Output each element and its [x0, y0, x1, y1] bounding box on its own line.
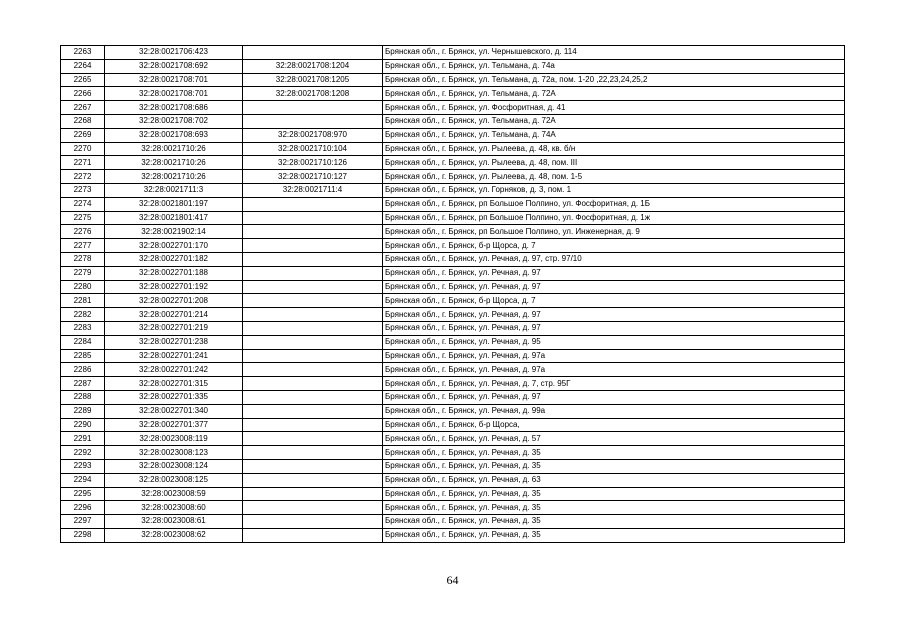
table-row	[61, 211, 845, 225]
cadastral-number-cell: 32:28:0021710:26	[105, 170, 243, 184]
address-cell: Брянская обл., г. Брянск, ул. Горняков, д. 3, пом. 1	[383, 183, 845, 197]
row-number-cell: 2291	[61, 432, 105, 446]
row-number-cell: 2269	[61, 128, 105, 142]
cadastral-number-cell: 32:28:0022701:192	[105, 280, 243, 294]
premises-cadastral-number-cell	[243, 349, 383, 363]
table-row	[61, 459, 845, 473]
cadastral-number-cell: 32:28:0022701:241	[105, 349, 243, 363]
row-number-cell: 2293	[61, 459, 105, 473]
row-number-cell: 2296	[61, 501, 105, 515]
address-cell: Брянская обл., г. Брянск, ул. Чернышевского, д. 114	[383, 46, 845, 60]
premises-cadastral-number-cell	[243, 280, 383, 294]
row-number-cell: 2273	[61, 183, 105, 197]
cadastral-number-cell: 32:28:0023008:124	[105, 459, 243, 473]
premises-cadastral-number-cell	[243, 197, 383, 211]
row-number-cell: 2268	[61, 114, 105, 128]
table-row	[61, 528, 845, 542]
table-row	[61, 446, 845, 460]
row-number-cell: 2297	[61, 515, 105, 529]
premises-cadastral-number-cell: 32:28:0021710:104	[243, 142, 383, 156]
table-row	[61, 101, 845, 115]
row-number-cell: 2295	[61, 487, 105, 501]
row-number-cell: 2290	[61, 418, 105, 432]
premises-cadastral-number-cell	[243, 114, 383, 128]
row-number-cell: 2284	[61, 335, 105, 349]
address-cell: Брянская обл., г. Брянск, б-р Щорса,	[383, 418, 845, 432]
cadastral-number-cell: 32:28:0021706:423	[105, 46, 243, 60]
cadastral-number-cell: 32:28:0022701:208	[105, 294, 243, 308]
table-row	[61, 73, 845, 87]
table-row	[61, 487, 845, 501]
row-number-cell: 2285	[61, 349, 105, 363]
row-number-cell: 2279	[61, 266, 105, 280]
table-row	[61, 404, 845, 418]
table-row	[61, 280, 845, 294]
premises-cadastral-number-cell	[243, 101, 383, 115]
cadastral-number-cell: 32:28:0022701:219	[105, 321, 243, 335]
premises-cadastral-number-cell	[243, 459, 383, 473]
table-row	[61, 170, 845, 184]
row-number-cell: 2288	[61, 390, 105, 404]
row-number-cell: 2274	[61, 197, 105, 211]
premises-cadastral-number-cell	[243, 321, 383, 335]
address-cell: Брянская обл., г. Брянск, ул. Тельмана, д. 74А	[383, 128, 845, 142]
address-cell: Брянская обл., г. Брянск, ул. Речная, д. 95	[383, 335, 845, 349]
address-cell: Брянская обл., г. Брянск, рп Большое Полпино, ул. Фосфоритная, д. 1Б	[383, 197, 845, 211]
premises-cadastral-number-cell	[243, 363, 383, 377]
row-number-cell: 2283	[61, 321, 105, 335]
premises-cadastral-number-cell	[243, 377, 383, 391]
row-number-cell: 2270	[61, 142, 105, 156]
cadastral-number-cell: 32:28:0021708:692	[105, 59, 243, 73]
table-row	[61, 349, 845, 363]
address-cell: Брянская обл., г. Брянск, ул. Речная, д. 35	[383, 501, 845, 515]
address-cell: Брянская обл., г. Брянск, ул. Речная, д. 97	[383, 308, 845, 322]
address-cell: Брянская обл., г. Брянск, ул. Речная, д. 97а	[383, 349, 845, 363]
table-row	[61, 225, 845, 239]
premises-cadastral-number-cell	[243, 252, 383, 266]
premises-cadastral-number-cell: 32:28:0021710:126	[243, 156, 383, 170]
table-row	[61, 114, 845, 128]
address-cell: Брянская обл., г. Брянск, ул. Тельмана, д. 72а, пом. 1-20 ,22,23,24,25,2	[383, 73, 845, 87]
address-cell: Брянская обл., г. Брянск, ул. Речная, д. 35	[383, 515, 845, 529]
table-row	[61, 156, 845, 170]
premises-cadastral-number-cell	[243, 446, 383, 460]
cadastral-number-cell: 32:28:0021708:686	[105, 101, 243, 115]
row-number-cell: 2267	[61, 101, 105, 115]
table-row	[61, 46, 845, 60]
premises-cadastral-number-cell	[243, 239, 383, 253]
cadastral-number-cell: 32:28:0021708:693	[105, 128, 243, 142]
premises-cadastral-number-cell	[243, 335, 383, 349]
address-cell: Брянская обл., г. Брянск, ул. Речная, д. 97	[383, 390, 845, 404]
table-row	[61, 515, 845, 529]
row-number-cell: 2272	[61, 170, 105, 184]
cadastral-number-cell: 32:28:0021710:26	[105, 156, 243, 170]
address-cell: Брянская обл., г. Брянск, ул. Рылеева, д. 48, кв. б/н	[383, 142, 845, 156]
address-cell: Брянская обл., г. Брянск, рп Большое Полпино, ул. Инженерная, д. 9	[383, 225, 845, 239]
premises-cadastral-number-cell: 32:28:0021711:4	[243, 183, 383, 197]
cadastral-number-cell: 32:28:0022701:242	[105, 363, 243, 377]
premises-cadastral-number-cell	[243, 46, 383, 60]
premises-cadastral-number-cell	[243, 308, 383, 322]
cadastral-number-cell: 32:28:0023008:62	[105, 528, 243, 542]
cadastral-number-cell: 32:28:0021902:14	[105, 225, 243, 239]
premises-cadastral-number-cell	[243, 432, 383, 446]
table-row	[61, 294, 845, 308]
premises-cadastral-number-cell: 32:28:0021708:1204	[243, 59, 383, 73]
table-row	[61, 321, 845, 335]
table-row	[61, 59, 845, 73]
table-row	[61, 335, 845, 349]
address-cell: Брянская обл., г. Брянск, ул. Речная, д. 63	[383, 473, 845, 487]
cadastral-number-cell: 32:28:0023008:125	[105, 473, 243, 487]
row-number-cell: 2298	[61, 528, 105, 542]
row-number-cell: 2292	[61, 446, 105, 460]
cadastral-number-cell: 32:28:0023008:60	[105, 501, 243, 515]
table-row	[61, 390, 845, 404]
row-number-cell: 2286	[61, 363, 105, 377]
table-row	[61, 128, 845, 142]
cadastral-number-cell: 32:28:0021708:701	[105, 73, 243, 87]
address-cell: Брянская обл., г. Брянск, ул. Речная, д. 97, стр. 97/10	[383, 252, 845, 266]
table-row	[61, 473, 845, 487]
address-cell: Брянская обл., г. Брянск, ул. Речная, д. 7, стр. 95Г	[383, 377, 845, 391]
premises-cadastral-number-cell: 32:28:0021708:970	[243, 128, 383, 142]
row-number-cell: 2266	[61, 87, 105, 101]
premises-cadastral-number-cell: 32:28:0021708:1208	[243, 87, 383, 101]
address-cell: Брянская обл., г. Брянск, ул. Речная, д. 35	[383, 528, 845, 542]
premises-cadastral-number-cell	[243, 487, 383, 501]
table-row	[61, 252, 845, 266]
row-number-cell: 2289	[61, 404, 105, 418]
premises-cadastral-number-cell	[243, 473, 383, 487]
row-number-cell: 2280	[61, 280, 105, 294]
cadastral-number-cell: 32:28:0023008:61	[105, 515, 243, 529]
cadastral-number-cell: 32:28:0022701:238	[105, 335, 243, 349]
cadastral-number-cell: 32:28:0022701:214	[105, 308, 243, 322]
table-row	[61, 183, 845, 197]
cadastral-number-cell: 32:28:0022701:182	[105, 252, 243, 266]
address-cell: Брянская обл., г. Брянск, б-р Щорса, д. 7	[383, 239, 845, 253]
address-cell: Брянская обл., г. Брянск, рп Большое Полпино, ул. Фосфоритная, д. 1ж	[383, 211, 845, 225]
premises-cadastral-number-cell	[243, 294, 383, 308]
address-cell: Брянская обл., г. Брянск, ул. Тельмана, д. 72А	[383, 114, 845, 128]
cadastral-number-cell: 32:28:0021710:26	[105, 142, 243, 156]
table-row	[61, 418, 845, 432]
row-number-cell: 2275	[61, 211, 105, 225]
address-cell: Брянская обл., г. Брянск, ул. Речная, д. 35	[383, 459, 845, 473]
address-cell: Брянская обл., г. Брянск, ул. Речная, д. 97	[383, 266, 845, 280]
cadastral-number-cell: 32:28:0022701:340	[105, 404, 243, 418]
address-cell: Брянская обл., г. Брянск, ул. Тельмана, д. 74а	[383, 59, 845, 73]
premises-cadastral-number-cell	[243, 528, 383, 542]
row-number-cell: 2287	[61, 377, 105, 391]
cadastral-number-cell: 32:28:0021801:417	[105, 211, 243, 225]
address-cell: Брянская обл., г. Брянск, ул. Речная, д. 99а	[383, 404, 845, 418]
premises-cadastral-number-cell	[243, 390, 383, 404]
premises-cadastral-number-cell	[243, 501, 383, 515]
table-row	[61, 197, 845, 211]
address-cell: Брянская обл., г. Брянск, ул. Рылеева, д. 48, пом. III	[383, 156, 845, 170]
row-number-cell: 2263	[61, 46, 105, 60]
row-number-cell: 2265	[61, 73, 105, 87]
row-number-cell: 2277	[61, 239, 105, 253]
property-registry-table	[60, 45, 845, 543]
address-cell: Брянская обл., г. Брянск, ул. Рылеева, д. 48, пом. 1-5	[383, 170, 845, 184]
cadastral-number-cell: 32:28:0022701:188	[105, 266, 243, 280]
premises-cadastral-number-cell	[243, 266, 383, 280]
address-cell: Брянская обл., г. Брянск, ул. Фосфоритная, д. 41	[383, 101, 845, 115]
cadastral-number-cell: 32:28:0022701:315	[105, 377, 243, 391]
address-cell: Брянская обл., г. Брянск, ул. Речная, д. 97а	[383, 363, 845, 377]
premises-cadastral-number-cell	[243, 225, 383, 239]
row-number-cell: 2282	[61, 308, 105, 322]
premises-cadastral-number-cell: 32:28:0021710:127	[243, 170, 383, 184]
table-row	[61, 432, 845, 446]
premises-cadastral-number-cell	[243, 418, 383, 432]
cadastral-number-cell: 32:28:0021708:702	[105, 114, 243, 128]
cadastral-number-cell: 32:28:0021708:701	[105, 87, 243, 101]
premises-cadastral-number-cell	[243, 211, 383, 225]
cadastral-number-cell: 32:28:0023008:59	[105, 487, 243, 501]
table-row	[61, 363, 845, 377]
cadastral-number-cell: 32:28:0022701:170	[105, 239, 243, 253]
address-cell: Брянская обл., г. Брянск, б-р Щорса, д. 7	[383, 294, 845, 308]
cadastral-number-cell: 32:28:0022701:335	[105, 390, 243, 404]
address-cell: Брянская обл., г. Брянск, ул. Речная, д. 57	[383, 432, 845, 446]
table-row	[61, 142, 845, 156]
premises-cadastral-number-cell: 32:28:0021708:1205	[243, 73, 383, 87]
table-row	[61, 308, 845, 322]
table-row	[61, 266, 845, 280]
row-number-cell: 2278	[61, 252, 105, 266]
page-number: 64	[446, 573, 459, 587]
row-number-cell: 2281	[61, 294, 105, 308]
table-body	[61, 46, 845, 543]
cadastral-number-cell: 32:28:0022701:377	[105, 418, 243, 432]
row-number-cell: 2294	[61, 473, 105, 487]
table-row	[61, 239, 845, 253]
table-row	[61, 87, 845, 101]
address-cell: Брянская обл., г. Брянск, ул. Речная, д. 35	[383, 446, 845, 460]
address-cell: Брянская обл., г. Брянск, ул. Речная, д. 97	[383, 280, 845, 294]
premises-cadastral-number-cell	[243, 515, 383, 529]
cadastral-number-cell: 32:28:0021801:197	[105, 197, 243, 211]
cadastral-number-cell: 32:28:0023008:123	[105, 446, 243, 460]
table-row	[61, 377, 845, 391]
row-number-cell: 2276	[61, 225, 105, 239]
cadastral-number-cell: 32:28:0021711:3	[105, 183, 243, 197]
address-cell: Брянская обл., г. Брянск, ул. Речная, д. 97	[383, 321, 845, 335]
address-cell: Брянская обл., г. Брянск, ул. Речная, д. 35	[383, 487, 845, 501]
row-number-cell: 2271	[61, 156, 105, 170]
premises-cadastral-number-cell	[243, 404, 383, 418]
cadastral-number-cell: 32:28:0023008:119	[105, 432, 243, 446]
row-number-cell: 2264	[61, 59, 105, 73]
table-row	[61, 501, 845, 515]
address-cell: Брянская обл., г. Брянск, ул. Тельмана, д. 72А	[383, 87, 845, 101]
